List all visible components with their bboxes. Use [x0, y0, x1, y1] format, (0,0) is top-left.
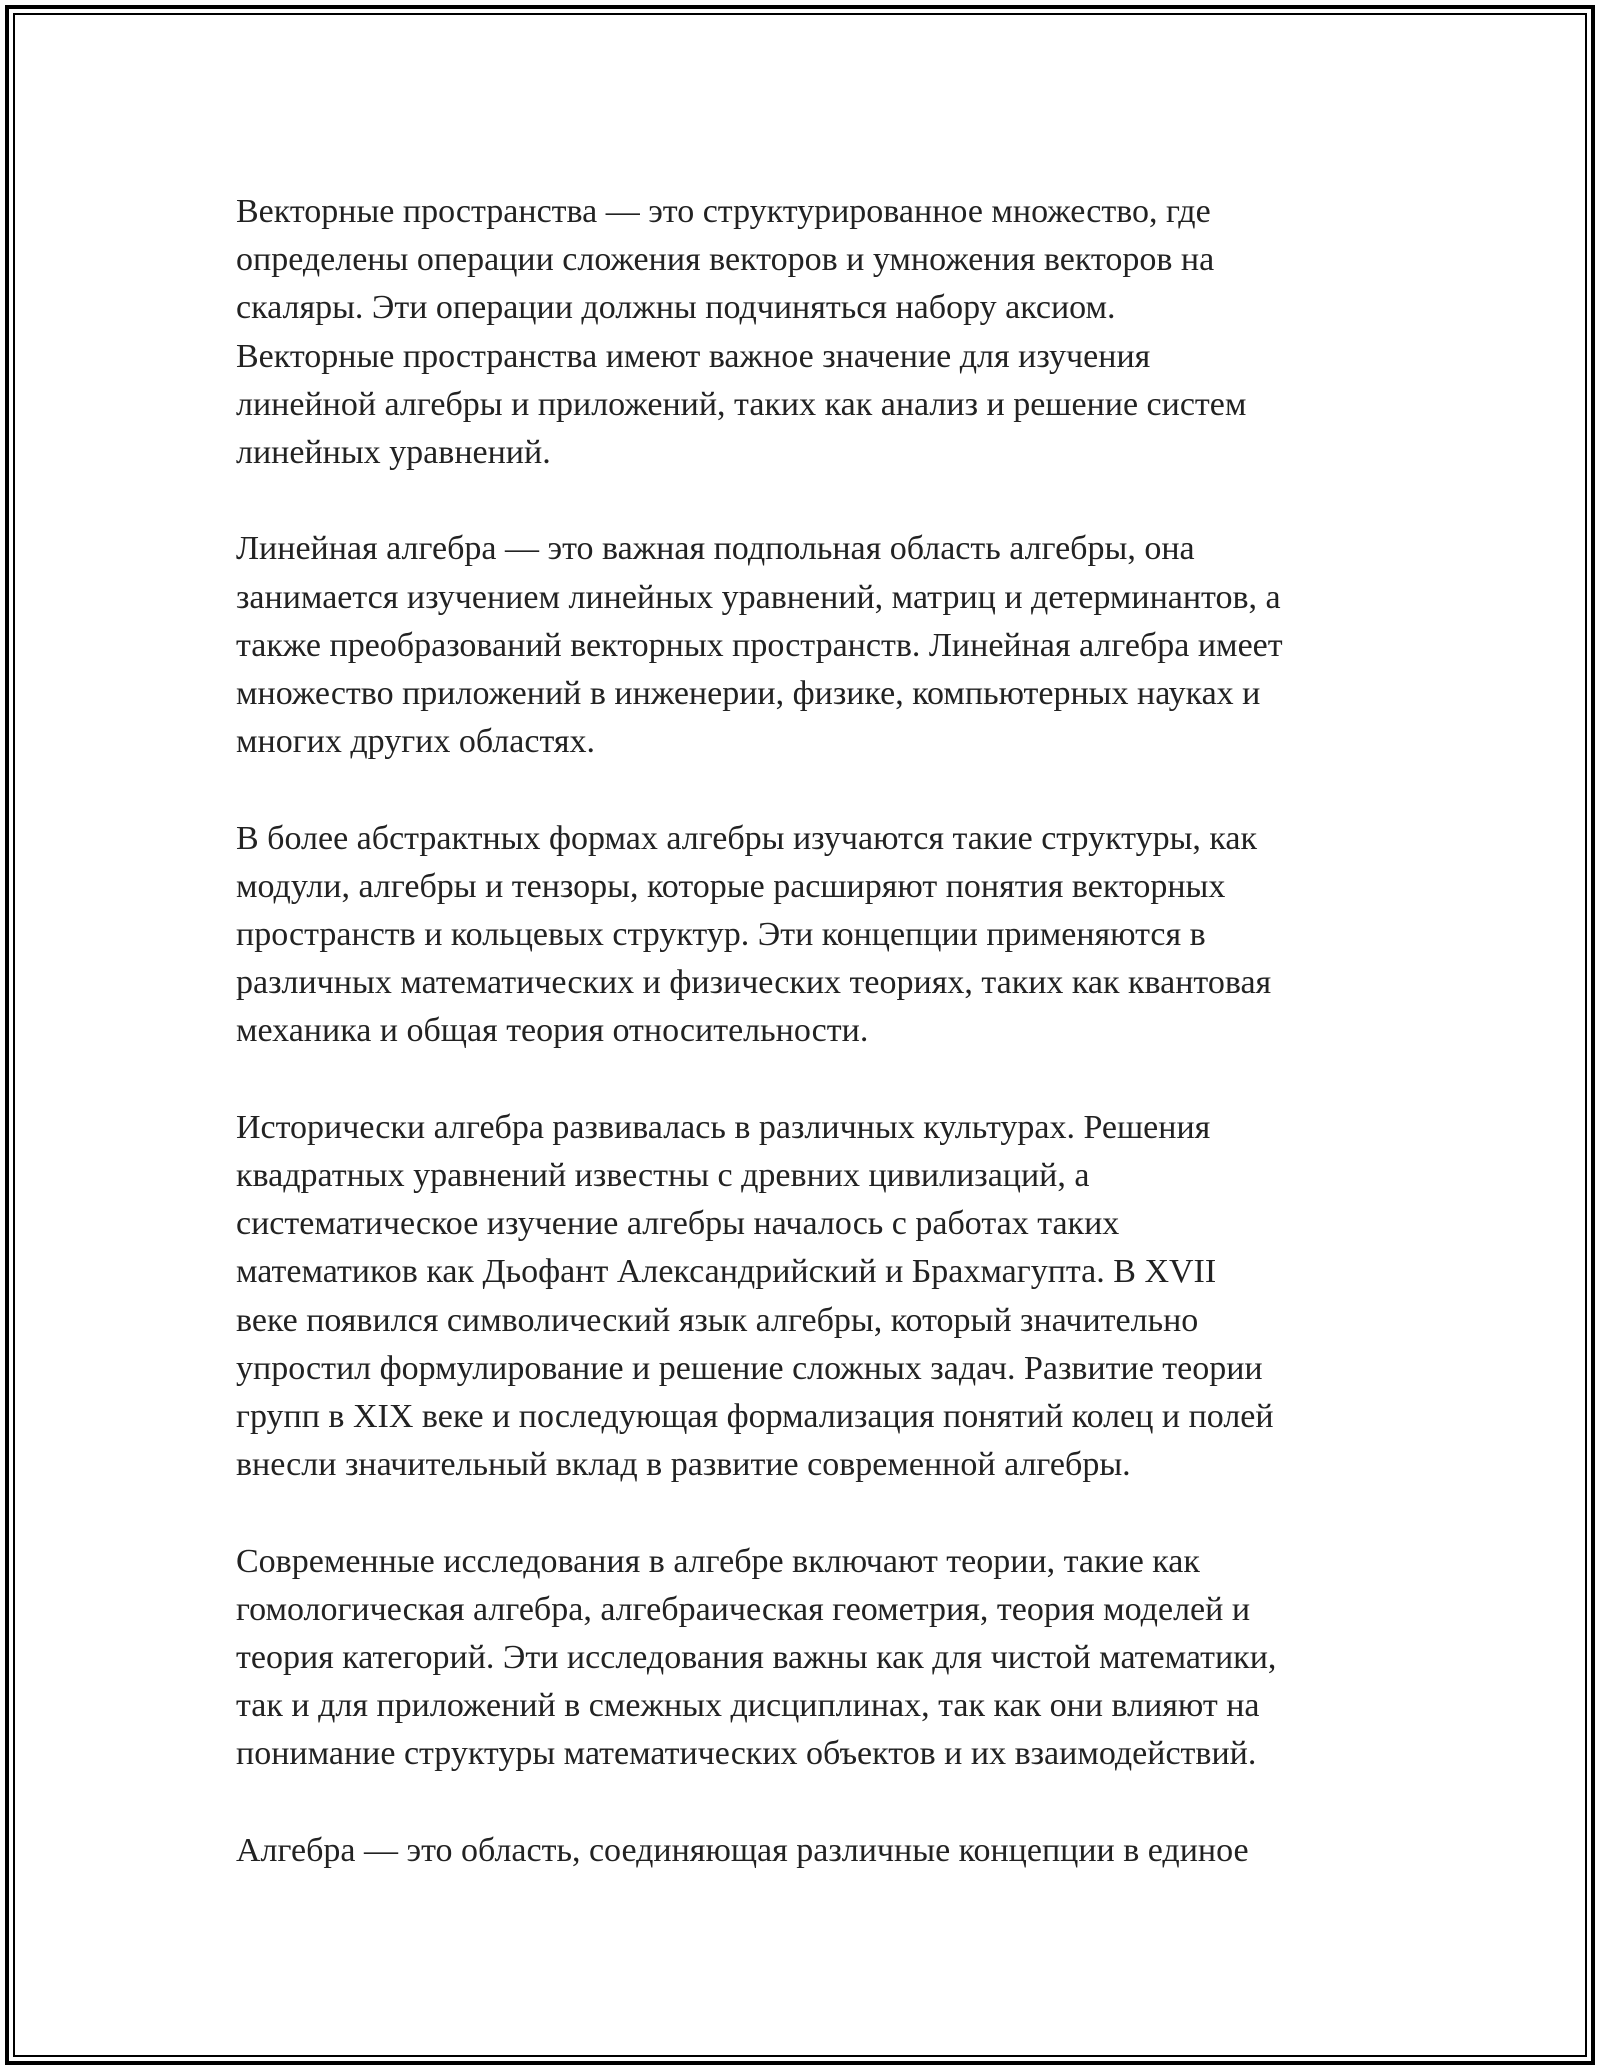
- text-line: различных математических и физических теориях, таких как квантовая: [236, 964, 1272, 1002]
- text-line: линейных уравнений.: [236, 434, 551, 472]
- text-line: Векторные пространства имеют важное значение для изучения: [236, 337, 1151, 375]
- text-line: скаляры. Эти операции должны подчиняться набору аксиом.: [236, 289, 1116, 327]
- text-line: пространств и кольцевых структур. Эти концепции применяются в: [236, 916, 1206, 954]
- text-line: Исторически алгебра развивалась в различных культурах. Решения: [236, 1108, 1211, 1146]
- paragraph-linear-algebra: [236, 525, 1376, 766]
- text-line: гомологическая алгебра, алгебраическая геометрия, теория моделей и: [236, 1590, 1251, 1628]
- text-line: теория категорий. Эти исследования важны как для чистой математики,: [236, 1639, 1277, 1677]
- paragraph-abstract-forms: [236, 815, 1376, 1056]
- text-line: Линейная алгебра — это важная подпольная область алгебры, она: [236, 530, 1195, 568]
- text-line: веке появился символический язык алгебры, который значительно: [236, 1301, 1199, 1339]
- text-line: занимается изучением линейных уравнений, матриц и детерминантов, а: [236, 578, 1281, 616]
- text-line: линейной алгебры и приложений, таких как анализ и решение систем: [236, 385, 1247, 423]
- text-line: многих других областях.: [236, 723, 595, 761]
- text-line: модули, алгебры и тензоры, которые расширяют понятия векторных: [236, 867, 1226, 905]
- text-line: так и для приложений в смежных дисциплинах, так как они влияют на: [236, 1687, 1260, 1725]
- paragraph-modern-research: [236, 1538, 1376, 1779]
- text-line: систематическое изучение алгебры началось с работах таких: [236, 1205, 1120, 1243]
- paragraph-algebra-summary: [236, 1827, 1376, 1875]
- paragraph-history: [236, 1104, 1376, 1490]
- text-line: Алгебра — это область, соединяющая различные концепции в единое: [236, 1831, 1249, 1869]
- text-line: механика и общая теория относительности.: [236, 1012, 869, 1050]
- text-line: Современные исследования в алгебре включают теории, такие как: [236, 1542, 1200, 1580]
- text-line: определены операции сложения векторов и умножения векторов на: [236, 241, 1215, 279]
- text-line: групп в XIX веке и последующая формализация понятий колец и полей: [236, 1398, 1274, 1436]
- text-line: квадратных уравнений известны с древних цивилизаций, а: [236, 1157, 1090, 1195]
- text-line: понимание структуры математических объектов и их взаимодействий.: [236, 1735, 1257, 1773]
- text-line: математиков как Дьофант Александрийский и Брахмагупта. В XVII: [236, 1253, 1217, 1291]
- text-line: также преобразований векторных пространств. Линейная алгебра имеет: [236, 626, 1283, 664]
- text-line: внесли значительный вклад в развитие современной алгебры.: [236, 1446, 1131, 1484]
- paragraph-vector-spaces: [236, 188, 1376, 477]
- document-body: [236, 188, 1376, 1875]
- text-line: упростил формулирование и решение сложных задач. Развитие теории: [236, 1349, 1263, 1387]
- text-line: множество приложений в инженерии, физике, компьютерных науках и: [236, 675, 1261, 713]
- text-line: В более абстрактных формах алгебры изучаются такие структуры, как: [236, 819, 1258, 857]
- text-line: Векторные пространства — это структурированное множество, где: [236, 193, 1211, 230]
